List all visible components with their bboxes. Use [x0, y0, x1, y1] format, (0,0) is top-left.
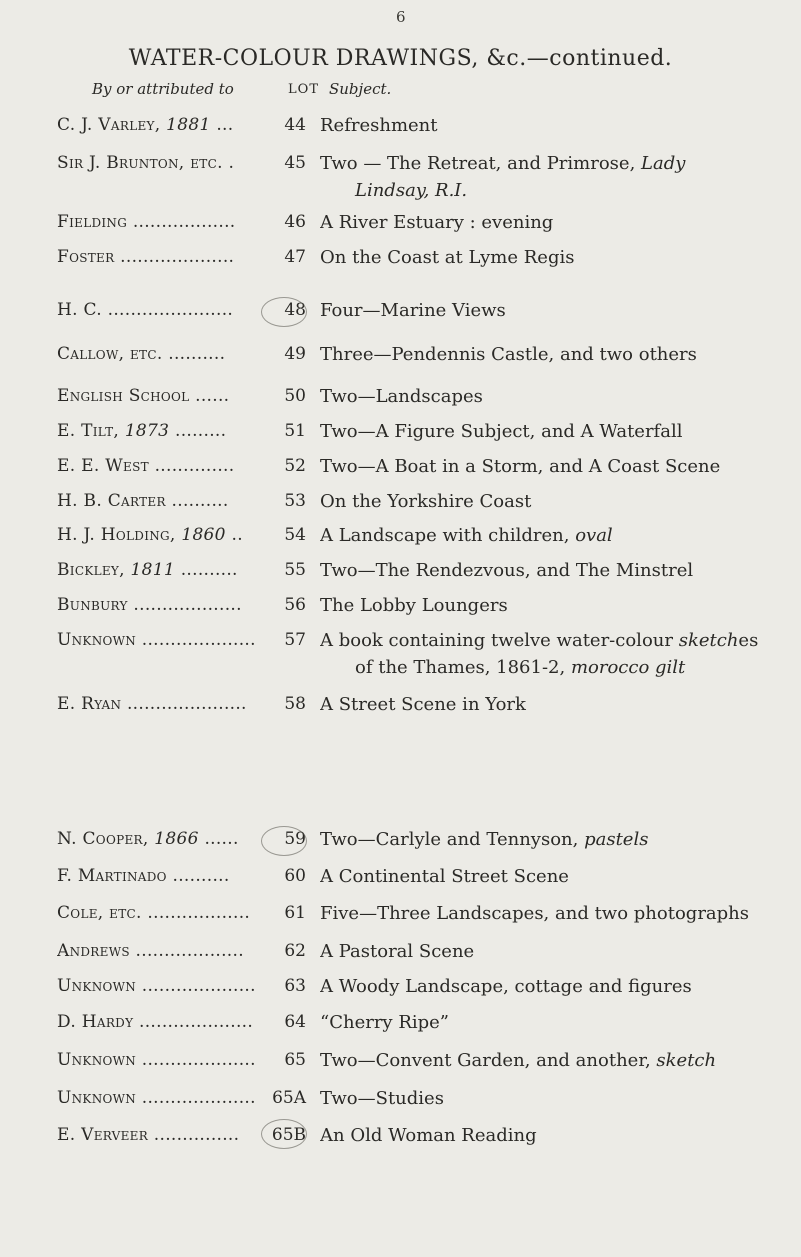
catalogue-row	[0, 344, 801, 370]
artist-name: N. Cooper, 1866 ......	[57, 829, 239, 849]
subject-text: Four—Marine Views	[320, 300, 506, 321]
artist-name: Foster ....................	[57, 247, 235, 267]
catalogue-row	[0, 386, 801, 412]
subject-continuation: Lindsay, R.I.	[355, 180, 468, 201]
catalogue-row	[0, 247, 801, 273]
artist-name: E. Ryan .....................	[57, 694, 247, 714]
lot-number: 54	[284, 525, 306, 545]
catalogue-row	[0, 212, 801, 238]
catalogue-row	[0, 1125, 801, 1151]
catalogue-row	[0, 421, 801, 447]
lot-number: 58	[284, 694, 306, 714]
artist-name: Unknown ....................	[57, 1088, 256, 1108]
subject-text: An Old Woman Reading	[320, 1125, 537, 1146]
artist-name: English School ......	[57, 386, 230, 406]
artist-name: F. Martinado ..........	[57, 866, 230, 886]
lot-number: 48	[284, 300, 306, 320]
subject-text: Five—Three Landscapes, and two photographs	[320, 903, 750, 924]
catalogue-row	[0, 456, 801, 482]
pencil-circle-mark	[261, 297, 307, 327]
lot-number: 65	[284, 1050, 306, 1070]
lot-number: 55	[284, 560, 306, 580]
artist-name: Sir J. Brunton, etc. .	[57, 153, 235, 173]
subject-text: Two—A Boat in a Storm, and A Coast Scene	[320, 456, 721, 477]
artist-name: Callow, etc. ..........	[57, 344, 226, 364]
column-header-subject: Subject.	[329, 80, 392, 98]
subject-text: A River Estuary : evening	[320, 212, 554, 233]
lot-number: 52	[284, 456, 306, 476]
lot-number: 51	[284, 421, 306, 441]
artist-name: H. B. Carter ..........	[57, 491, 229, 511]
artist-name: Bunbury ...................	[57, 595, 242, 615]
artist-name: H. C. ......................	[57, 300, 234, 320]
lot-number: 50	[284, 386, 306, 406]
pencil-circle-mark	[261, 826, 307, 856]
subject-text: A Street Scene in York	[320, 694, 526, 715]
lot-number: 61	[284, 903, 306, 923]
catalogue-row	[0, 595, 801, 621]
catalogue-row	[0, 1050, 801, 1076]
lot-number: 65B	[271, 1125, 306, 1145]
subject-text: A Woody Landscape, cottage and figures	[320, 976, 692, 997]
catalogue-row	[0, 630, 801, 678]
lot-number: 45	[284, 153, 306, 173]
catalogue-row	[0, 491, 801, 517]
subject-text: Three—Pendennis Castle, and two others	[320, 344, 697, 365]
artist-name: Cole, etc. ..................	[57, 903, 251, 923]
catalogue-row	[0, 694, 801, 720]
artist-name: Bickley, 1811 ..........	[57, 560, 238, 580]
catalogue-row	[0, 1012, 801, 1038]
lot-number: 62	[284, 941, 306, 961]
artist-name: E. Tilt, 1873 .........	[57, 421, 227, 441]
subject-text: On the Yorkshire Coast	[320, 491, 532, 512]
artist-name: Unknown ....................	[57, 1050, 256, 1070]
catalogue-row	[0, 560, 801, 586]
lot-number: 49	[284, 344, 306, 364]
artist-name: E. E. West ..............	[57, 456, 235, 476]
lot-number: 47	[284, 247, 306, 267]
artist-name: Andrews ...................	[57, 941, 244, 961]
catalogue-row	[0, 903, 801, 929]
catalogue-row	[0, 525, 801, 551]
subject-text: A book containing twelve water-colour sketches	[320, 630, 759, 651]
catalogue-row	[0, 941, 801, 967]
lot-number: 57	[284, 630, 306, 650]
subject-text: Two—The Rendezvous, and The Minstrel	[320, 560, 694, 581]
subject-text: “Cherry Ripe”	[320, 1012, 450, 1033]
subject-text: Two—Studies	[320, 1088, 444, 1109]
catalogue-row	[0, 866, 801, 892]
lot-number: 65A	[272, 1088, 306, 1108]
subject-text: Two—Carlyle and Tennyson, pastels	[320, 829, 649, 850]
lot-number: 53	[284, 491, 306, 511]
lot-number: 63	[284, 976, 306, 996]
artist-name: Unknown ....................	[57, 630, 256, 650]
subject-text: Two—Landscapes	[320, 386, 483, 407]
subject-text: A Continental Street Scene	[320, 866, 569, 887]
column-header-artist: By or attributed to	[92, 80, 234, 98]
subject-text: A Pastoral Scene	[320, 941, 475, 962]
lot-number: 44	[284, 115, 306, 135]
catalogue-row	[0, 115, 801, 141]
artist-name: E. Verveer ...............	[57, 1125, 240, 1145]
subject-text: Two—Convent Garden, and another, sketch	[320, 1050, 717, 1071]
subject-text: Two—A Figure Subject, and A Waterfall	[320, 421, 683, 442]
artist-name: D. Hardy ....................	[57, 1012, 254, 1032]
catalogue-row	[0, 976, 801, 1002]
pencil-circle-mark	[261, 1119, 307, 1149]
lot-number: 56	[284, 595, 306, 615]
catalogue-row	[0, 153, 801, 201]
artist-name: Fielding ..................	[57, 212, 236, 232]
page-number: 6	[396, 8, 406, 26]
catalogue-row	[0, 829, 801, 855]
artist-name: Unknown ....................	[57, 976, 256, 996]
catalogue-row	[0, 300, 801, 326]
lot-number: 59	[284, 829, 306, 849]
artist-name: H. J. Holding, 1860 ..	[57, 525, 243, 545]
lot-number: 60	[284, 866, 306, 886]
lot-number: 46	[284, 212, 306, 232]
subject-text: Refreshment	[320, 115, 438, 136]
lot-number: 64	[284, 1012, 306, 1032]
subject-text: A Landscape with children, oval	[320, 525, 613, 546]
page-heading: WATER-COLOUR DRAWINGS, &c.—continued.	[128, 46, 673, 71]
artist-name: C. J. Varley, 1881 ...	[57, 115, 234, 135]
subject-continuation: of the Thames, 1861-2, morocco gilt	[355, 657, 686, 678]
subject-text: On the Coast at Lyme Regis	[320, 247, 575, 268]
catalogue-row	[0, 1088, 801, 1114]
subject-text: The Lobby Loungers	[320, 595, 508, 616]
column-header-lot: LOT	[288, 82, 319, 97]
subject-text: Two — The Retreat, and Primrose, Lady	[320, 153, 686, 174]
